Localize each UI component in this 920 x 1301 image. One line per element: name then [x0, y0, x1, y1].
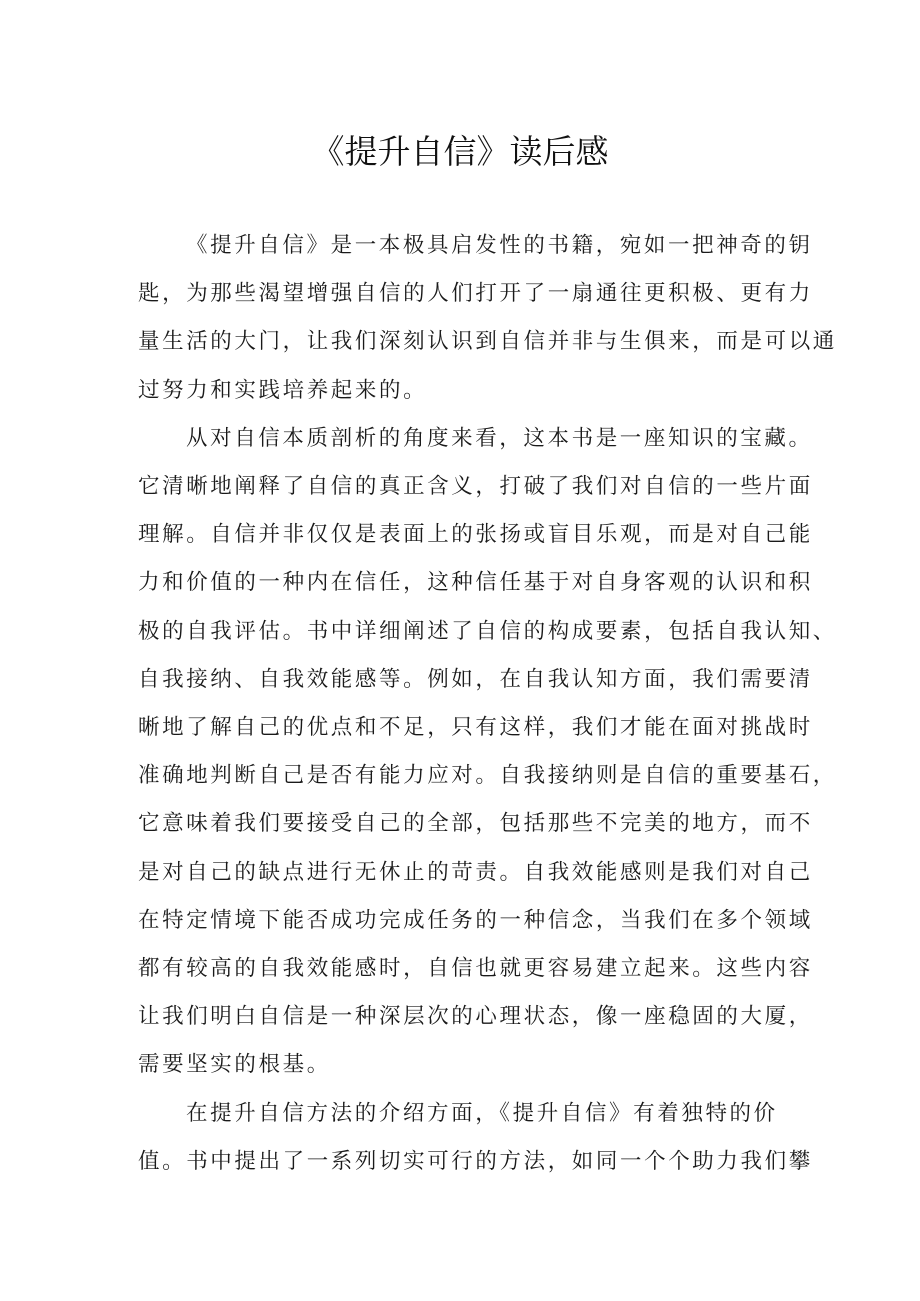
- paragraph-2-line-8: 准确地判断自己是否有能力应对。自我接纳则是自信的重要基石，: [138, 763, 837, 789]
- paragraph-2-line-14: 需要坚实的根基。: [138, 1052, 331, 1078]
- paragraph-2-line-6: 自我接纳、自我效能感等。例如，在自我认知方面，我们需要清: [138, 666, 813, 692]
- paragraph-1-line-2: 匙，为那些渴望增强自信的人们打开了一扇通往更积极、更有力: [138, 281, 813, 307]
- paragraph-2-line-3: 理解。自信并非仅仅是表面上的张扬或盲目乐观，而是对自己能: [138, 522, 813, 548]
- paragraph-2-line-7: 晰地了解自己的优点和不足，只有这样，我们才能在面对挑战时: [138, 715, 813, 741]
- paragraph-2-line-10: 是对自己的缺点进行无休止的苛责。自我效能感则是我们对自己: [138, 859, 813, 885]
- paragraph-2-line-11: 在特定情境下能否成功完成任务的一种信念，当我们在多个领域: [138, 907, 813, 933]
- paragraph-3-line-1: 在提升自信方法的介绍方面，《提升自信》有着独特的价: [186, 1100, 778, 1126]
- paragraph-2-line-13: 让我们明白自信是一种深层次的心理状态，像一座稳固的大厦，: [138, 1004, 813, 1030]
- paragraph-3-line-2: 值。书中提出了一系列切实可行的方法，如同一个个助力我们攀: [138, 1148, 813, 1174]
- paragraph-2-line-12: 都有较高的自我效能感时，自信也就更容易建立起来。这些内容: [138, 956, 813, 982]
- paragraph-1-line-4: 过努力和实践培养起来的。: [138, 377, 428, 403]
- paragraph-2-line-1: 从对自信本质剖析的角度来看，这本书是一座知识的宝藏。: [186, 425, 813, 451]
- paragraph-2-line-9: 它意味着我们要接受自己的全部，包括那些不完美的地方，而不: [138, 811, 813, 837]
- paragraph-2-line-5: 极的自我评估。书中详细阐述了自信的构成要素，包括自我认知、: [138, 618, 837, 644]
- paragraph-2-line-4: 力和价值的一种内在信任，这种信任基于对自身客观的认识和积: [138, 570, 813, 596]
- page-title: 《提升自信》读后感: [311, 132, 609, 171]
- document-body: [138, 222, 837, 1186]
- paragraph-1-line-1: 《提升自信》是一本极具启发性的书籍，宛如一把神奇的钥: [186, 233, 813, 258]
- paragraph-1-line-3: 量生活的大门，让我们深刻认识到自信并非与生俱来，而是可以通: [138, 329, 837, 355]
- paragraph-2-line-2: 它清晰地阐释了自信的真正含义，打破了我们对自信的一些片面: [138, 474, 813, 500]
